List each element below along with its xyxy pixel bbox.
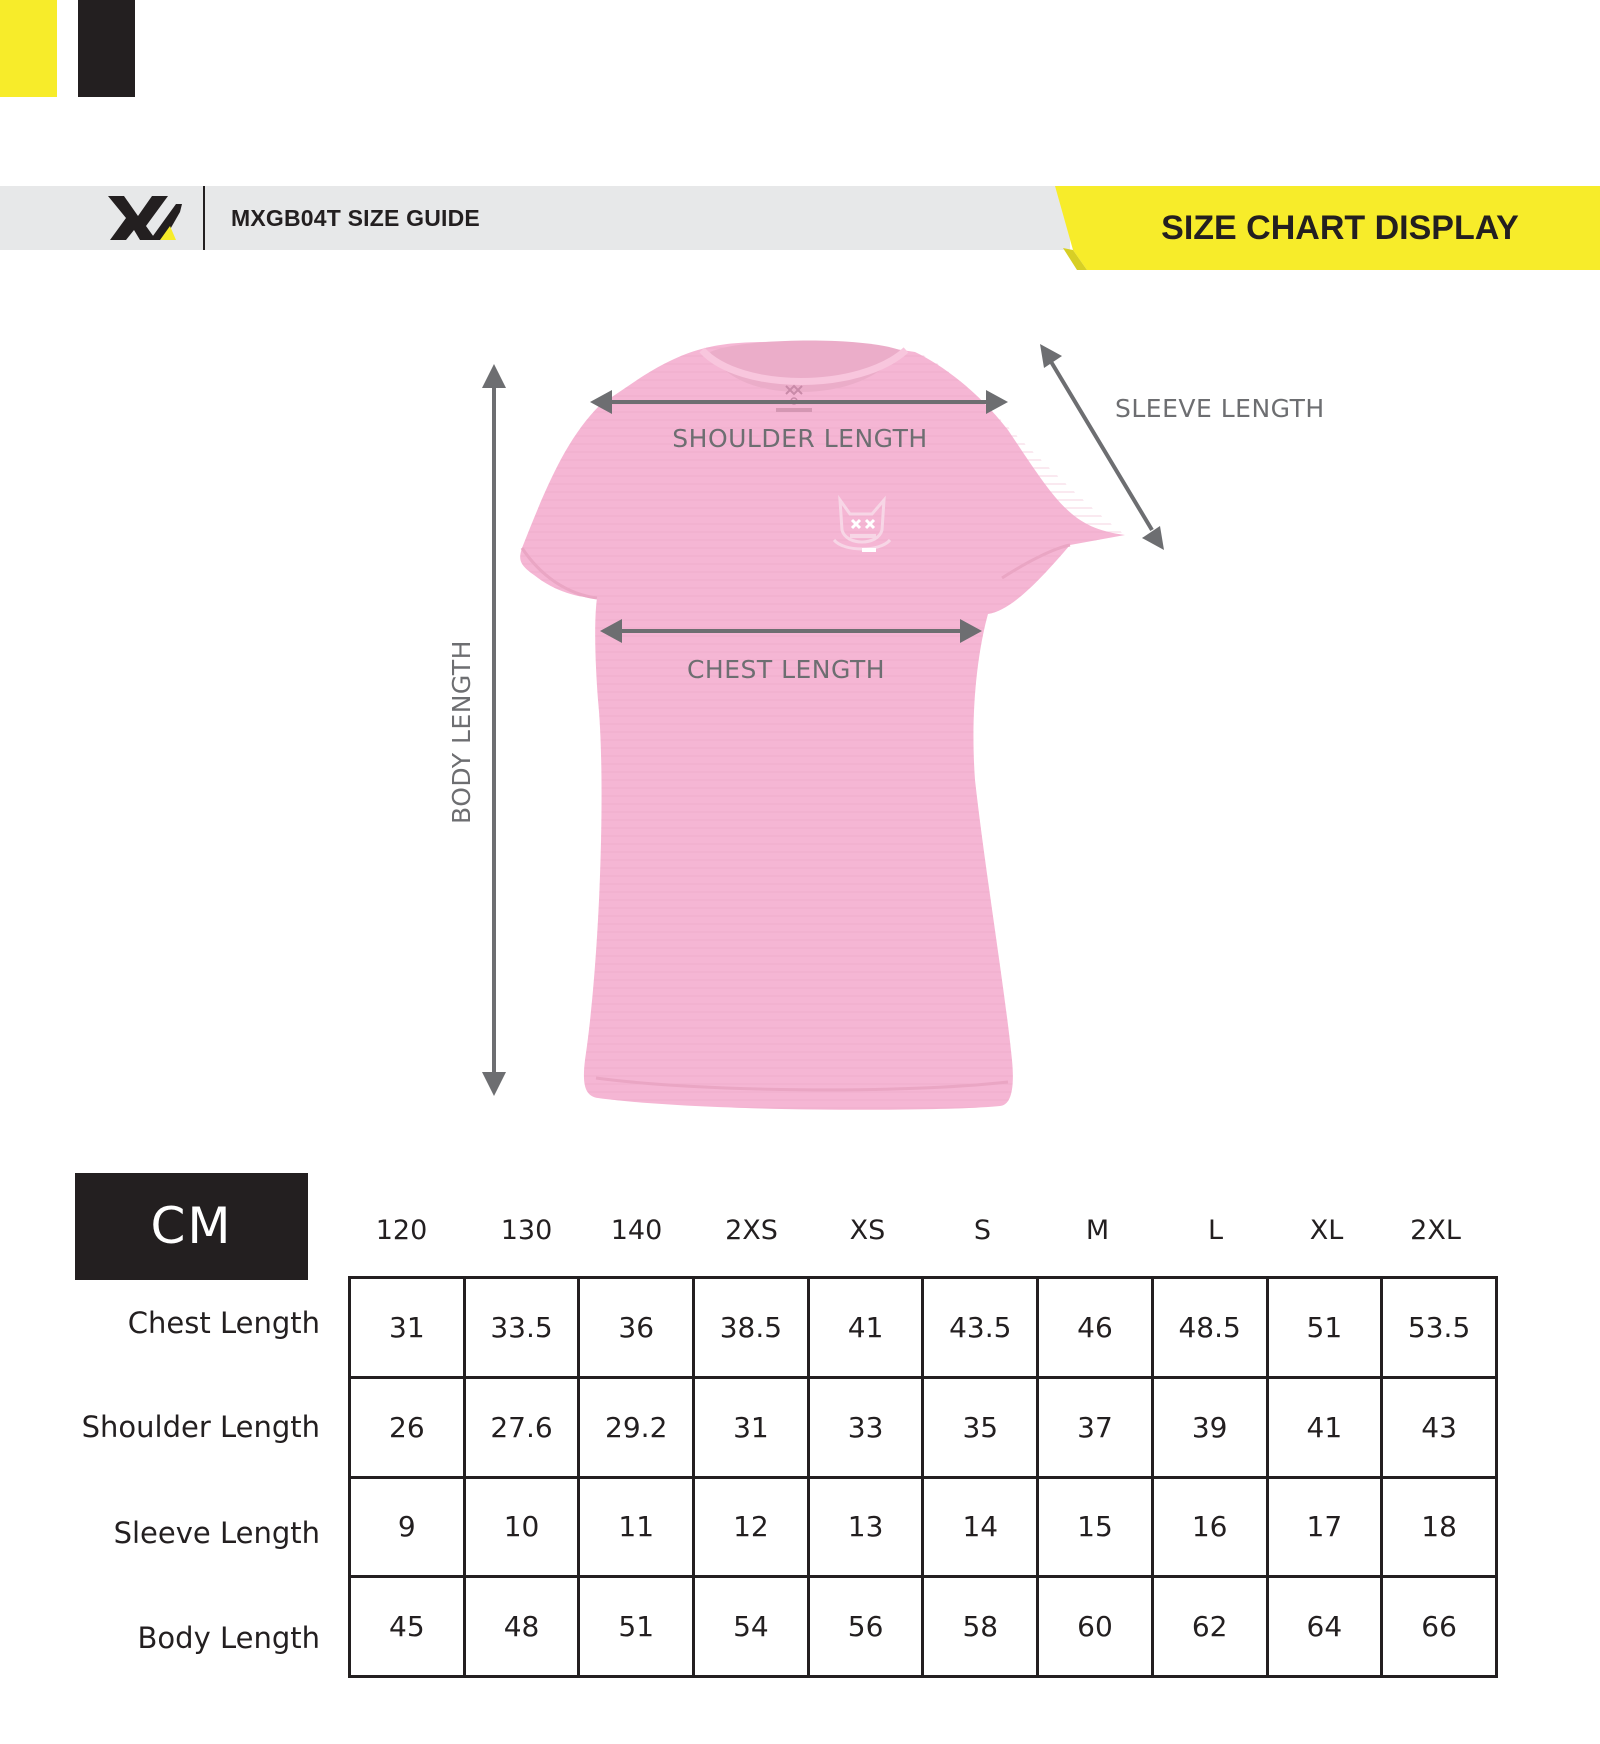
size-header: S	[973, 1215, 992, 1246]
table-cell: 46	[1038, 1278, 1153, 1378]
table-cell: 29.2	[579, 1377, 694, 1477]
table-cell: 15	[1038, 1477, 1153, 1577]
size-header: 120	[375, 1215, 428, 1246]
table-cell: 14	[923, 1477, 1038, 1577]
corner-bar-black	[78, 0, 135, 97]
table-cell: 58	[923, 1577, 1038, 1677]
table-cell: 12	[694, 1477, 809, 1577]
table-cell: 66	[1382, 1577, 1497, 1677]
size-header: XL	[1309, 1215, 1344, 1246]
table-cell: 38.5	[694, 1278, 809, 1378]
table-cell: 33	[808, 1377, 923, 1477]
table-cell: 13	[808, 1477, 923, 1577]
table-cell: 39	[1152, 1377, 1267, 1477]
table-cell: 9	[350, 1477, 465, 1577]
size-header: 2XL	[1410, 1215, 1461, 1246]
body-length-label: BODY LENGTH	[447, 640, 476, 824]
table-cell: 54	[694, 1577, 809, 1677]
measurement-diagram	[0, 300, 1600, 1130]
size-header: L	[1207, 1215, 1224, 1246]
table-cell: 51	[1267, 1278, 1382, 1378]
row-label-body: Body Length	[137, 1621, 320, 1655]
table-cell: 43	[1382, 1377, 1497, 1477]
table-cell: 27.6	[464, 1377, 579, 1477]
header-divider	[203, 186, 205, 250]
table-cell: 11	[579, 1477, 694, 1577]
table-row	[350, 1278, 1497, 1378]
size-header: 2XS	[725, 1215, 778, 1246]
unit-label: CM	[75, 1173, 308, 1280]
table-cell: 60	[1038, 1577, 1153, 1677]
table-cell: 17	[1267, 1477, 1382, 1577]
table-row	[350, 1377, 1497, 1477]
table-cell: 18	[1382, 1477, 1497, 1577]
mx-logo-icon	[104, 190, 182, 246]
table-row	[350, 1477, 1497, 1577]
size-header: M	[1085, 1215, 1110, 1246]
size-header: 140	[610, 1215, 663, 1246]
row-label-chest: Chest Length	[127, 1306, 320, 1340]
table-cell: 41	[808, 1278, 923, 1378]
table-cell: 48.5	[1152, 1278, 1267, 1378]
table-cell: 41	[1267, 1377, 1382, 1477]
chest-length-label: CHEST LENGTH	[686, 655, 886, 684]
table-cell: 26	[350, 1377, 465, 1477]
table-cell: 31	[350, 1278, 465, 1378]
table-cell: 10	[464, 1477, 579, 1577]
table-cell: 51	[579, 1577, 694, 1677]
row-label-shoulder: Shoulder Length	[81, 1410, 320, 1444]
body-arrow	[482, 364, 506, 1096]
shoulder-length-label: SHOULDER LENGTH	[672, 424, 928, 453]
sleeve-length-label: SLEEVE LENGTH	[1115, 394, 1325, 423]
table-cell: 35	[923, 1377, 1038, 1477]
size-table	[348, 1276, 1498, 1678]
table-cell: 62	[1152, 1577, 1267, 1677]
size-header: XS	[849, 1215, 886, 1246]
page-title: MXGB04T SIZE GUIDE	[231, 205, 480, 231]
table-cell: 33.5	[464, 1278, 579, 1378]
row-label-sleeve: Sleeve Length	[113, 1516, 320, 1550]
table-cell: 53.5	[1382, 1278, 1497, 1378]
table-cell: 16	[1152, 1477, 1267, 1577]
table-cell: 64	[1267, 1577, 1382, 1677]
table-cell: 45	[350, 1577, 465, 1677]
table-cell: 56	[808, 1577, 923, 1677]
t-shirt-illustration	[520, 340, 1125, 1109]
header-badge-text: SIZE CHART DISPLAY	[1161, 209, 1519, 247]
table-row	[350, 1577, 1497, 1677]
table-cell: 48	[464, 1577, 579, 1677]
table-cell: 37	[1038, 1377, 1153, 1477]
table-cell: 36	[579, 1278, 694, 1378]
table-cell: 43.5	[923, 1278, 1038, 1378]
size-header: 130	[500, 1215, 553, 1246]
table-cell: 31	[694, 1377, 809, 1477]
corner-bar-yellow	[0, 0, 57, 97]
